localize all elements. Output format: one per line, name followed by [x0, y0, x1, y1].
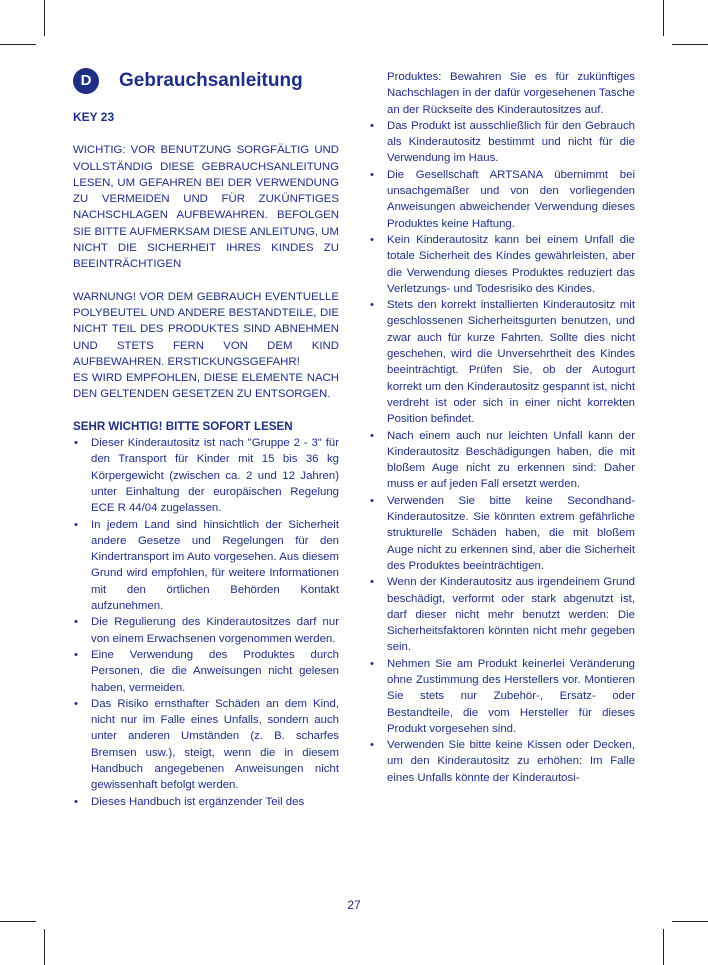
list-item: • Das Produkt ist ausschließlich für den Gebrauch als Kinderautositz bestimmt und nicht für die Verwendung im Haus. [369, 118, 635, 167]
crop-mark [663, 0, 664, 36]
list-item: • Nach einem auch nur leichten Unfall kann der Kinderautositz Beschädigungen haben, die mit bloßem Auge nicht zu erkennen sind: Daher muss er auf jeden Fall ersetzt werden. [369, 428, 635, 493]
warning-paragraph: ES WIRD EMPFOHLEN, DIESE ELEMENTE NACH DEN GELTENDEN GESETZEN ZU ENTSORGEN. [73, 372, 339, 401]
list-item: • Dieser Kinderautositz ist nach "Gruppe 2 - 3" für den Transport für Kinder mit 15 bis 36 kg Körpergewicht (zwischen ca. 2 und 12 Jahren) unter Einhaltung der europäischen Regelung ECE R 44/04 zugelassen. [73, 435, 339, 516]
crop-mark [44, 929, 45, 965]
list-item: • Dieses Handbuch ist ergänzender Teil des [73, 794, 339, 810]
list-item: • Verwenden Sie bitte keine Kissen oder Decken, um den Kinderautositz zu erhöhen: Im Falle eines Unfalls könnte der Kinderautosi- [369, 737, 635, 786]
crop-mark [44, 0, 45, 36]
crop-mark [0, 921, 36, 922]
warning-paragraph: WICHTIG: VOR BENUTZUNG SORGFÄLTIG UND VOLLSTÄNDIG DIESE GEBRAUCHSANLEITUNG LESEN, UM GEFAHREN BEI DER VERWENDUNG ZU VERMEIDEN UND FÜR ZUKÜNFTIGES NACHSCHLAGEN AUFBEWAHREN. BEFOLGEN SIE BITTE AUFMERKSAM DIESE ANLEITUNG, UM NICHT DIE SICHERHEIT IHRES KINDES ZU BEEINTRÄCHTIGEN [73, 144, 339, 271]
list-item: • Verwenden Sie bitte keine Secondhand-Kinderautositze. Sie könnten extrem gefährliche strukturelle Schäden haben, die mit bloßem Auge nicht zu erkennen sind, aber die Sicherheit des Produktes beeinträchtigen. [369, 493, 635, 574]
list-item: • Das Risiko ernsthafter Schäden an dem Kind, nicht nur im Falle eines Unfalls, sondern auch unter anderen Umständen (z. B. scharfes Bremsen usw.), steigt, wenn die in diesem Handbuch angegebenen Anweisungen nicht gewissenhaft befolgt werden. [73, 696, 339, 794]
product-name: KEY 23 [73, 110, 115, 124]
safety-list [73, 435, 339, 810]
page-number: 27 [347, 898, 361, 912]
left-column [73, 67, 339, 810]
crop-mark [672, 44, 708, 45]
crop-mark [663, 929, 664, 965]
crop-mark [672, 921, 708, 922]
right-column [369, 69, 635, 786]
safety-list [369, 118, 635, 786]
list-item: • Eine Verwendung des Produktes durch Personen, die die Anweisungen nicht gelesen haben, vermeiden. [73, 647, 339, 696]
page-title: Gebrauchsanleitung [119, 69, 303, 91]
page-header [73, 67, 339, 95]
list-item: • Die Gesellschaft ARTSANA übernimmt bei unsachgemäßer und von den vorliegenden Anweisungen abweichender Verwendung dieses Produktes keine Haftung. [369, 167, 635, 232]
warning-paragraph: WARNUNG! VOR DEM GEBRAUCH EVENTUELLE POLYBEUTEL UND ANDERE BESTANDTEILE, DIE NICHT TEIL DES PRODUKTES SIND ABNEHMEN UND STETS FERN VON DEM KIND AUFBEWAHREN. ERSTICKUNGSGEFAHR! [73, 290, 339, 368]
section-heading: SEHR WICHTIG! BITTE SOFORT LESEN [73, 419, 293, 433]
crop-mark [0, 44, 36, 45]
continued-paragraph: Produktes: Bewahren Sie es für zukünftiges Nachschlagen in der dafür vorgesehenen Tasche an der Rückseite des Kinderautositzes auf. [387, 71, 635, 116]
list-item: • Wenn der Kinderautositz aus irgendeinem Grund beschädigt, verformt oder stark abgenutzt ist, darf dieser nicht mehr benutzt werden: Die Sicherheitsfaktoren könnten nicht mehr gegeben sein. [369, 574, 635, 655]
list-item: • In jedem Land sind hinsichtlich der Sicherheit andere Gesetze und Regelungen für den Kindertransport im Auto vorgesehen. Aus diesem Grund wird empfohlen, für weitere Informationen mit den örtlichen Behörden Kontakt aufzunehmen. [73, 517, 339, 615]
language-badge: D [73, 68, 99, 94]
list-item: • Nehmen Sie am Produkt keinerlei Veränderung ohne Zustimmung des Herstellers vor. Montieren Sie stets nur Zubehör-, Ersatz- oder Bestandteile, die vom Hersteller für dieses Produkt vorgesehen sind. [369, 656, 635, 737]
list-item: • Kein Kinderautositz kann bei einem Unfall die totale Sicherheit des Kindes gewährleisten, aber die Verwendung dieses Produktes reduziert das Verletzungs- und Todesrisiko des Kindes. [369, 232, 635, 297]
list-item: • Die Regulierung des Kinderautositzes darf nur von einem Erwachsenen vorgenommen werden. [73, 614, 339, 647]
list-item: • Stets den korrekt installierten Kinderautositz mit geschlossenen Sicherheitsgurten benutzen, und zwar auch für kurze Fahrten. Sollte dies nicht geschehen, wird die Unversehrtheit des Kindes beeinträchtigt. Prüfen Sie, ob der Autogurt korrekt um den Kinderautositz gespannt ist, nicht verdreht ist oder sich in einer nicht korrekten Position befindet. [369, 297, 635, 427]
